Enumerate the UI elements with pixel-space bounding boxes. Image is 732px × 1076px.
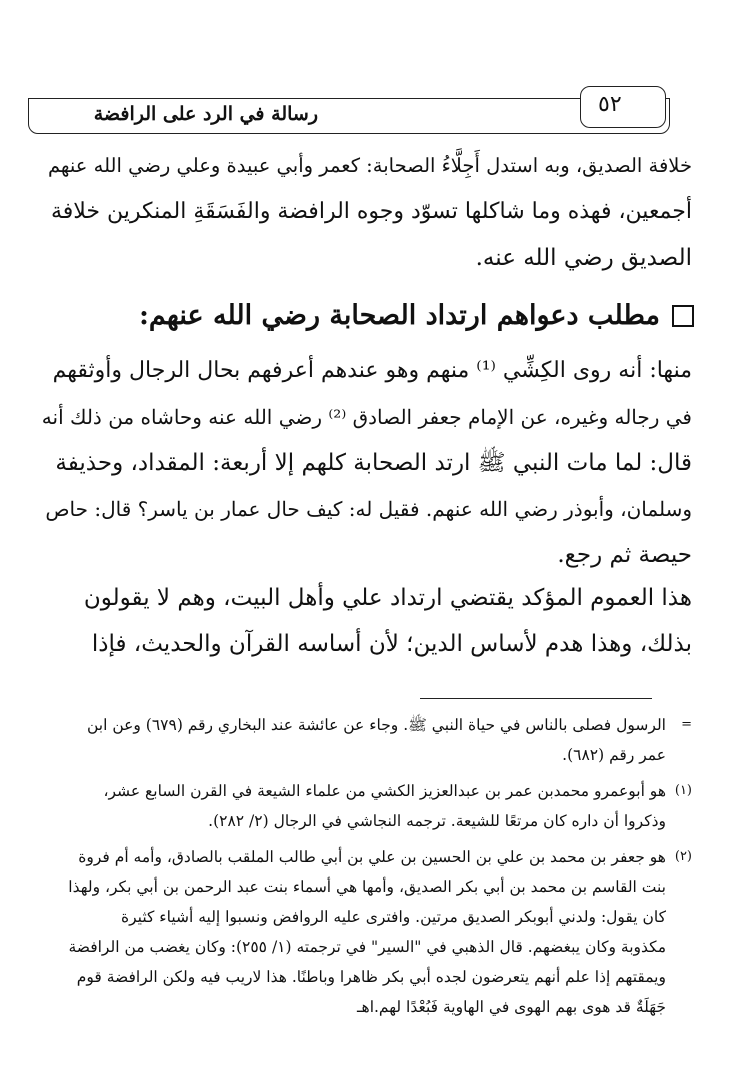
footnote-line: عمر رقم (٦٨٢). xyxy=(562,746,666,764)
footnotes xyxy=(42,710,692,1028)
body-line: خلافة الصديق، وبه استدل أَجِلَّاءُ الصحابة: كعمر وأبي عبيدة وعلي رضي الله عنهم xyxy=(47,154,692,177)
footnote-line: هو أبوعمرو محمدبن عمر بن عبدالعزيز الكشي من علماء الشيعة في القرن السابع عشر، xyxy=(103,782,666,800)
section-heading-text: مطلب دعواهم ارتداد الصحابة رضي الله عنهم: xyxy=(138,300,660,331)
footnote-line: الرسول فصلى بالناس في حياة النبي ﷺ. وجاء عن عائشة عند البخاري رقم (٦٧٩) وعن ابن xyxy=(86,716,666,734)
footnote-marker: (١) xyxy=(674,783,692,798)
paragraph-kashshi-narration xyxy=(42,348,692,578)
square-bullet-icon xyxy=(672,305,694,327)
body-line: منها: أنه روى الكِشِّي ⁽¹⁾ منهم وهو عندهم أعرفهم بحال الرجال وأوثقهم xyxy=(52,358,692,383)
footnote-line: وذكروا أن داره كان مرتعًا للشيعة. ترجمه النجاشي في الرجال (٢/ ٢٨٢). xyxy=(208,812,666,830)
footnote-line: كان يقول: ولدني أبوبكر الصديق مرتين. وافترى عليه الروافض ونسبوا إليه أشياء كثيرة xyxy=(120,908,666,926)
footnote-marker: = xyxy=(681,717,692,732)
footnote-continuation xyxy=(42,710,692,770)
footnote-line: بنت القاسم بن محمد بن أبي بكر الصديق، وأمها هي أسماء بنت عبد الرحمن بن أبي بكر، ولهذا xyxy=(68,878,666,896)
body-line: هذا العموم المؤكد يقتضي ارتداد علي وأهل البيت، وهم لا يقولون xyxy=(83,585,692,611)
footnote-2 xyxy=(42,842,692,1022)
body-line: في رجاله وغيره، عن الإمام جعفر الصادق ⁽²⁾ رضي الله عنه وحاشاه من ذلك أنه xyxy=(41,405,692,429)
footnote-line: هو جعفر بن محمد بن علي بن الحسين بن علي بن أبي طالب الملقب بالصادق، وأمه أم فروة xyxy=(78,848,666,866)
page-number-tab xyxy=(580,86,666,128)
body-line: حيصة ثم رجع. xyxy=(557,542,692,568)
footnote-line: ويمقتهم إذا علم أنهم يتعرضون لجده أبي بكر ظاهرا وباطنًا. هذا لاريب فيه ولكن الرافضة قوم xyxy=(76,968,666,986)
paragraph-generalization xyxy=(42,575,692,667)
footnote-line: مكذوبة وكان يبغضهم. قال الذهبي في "السير" في ترجمته (١/ ٢٥٥): وكان يغضب من الرافضة xyxy=(68,938,666,956)
body-line: وسلمان، وأبوذر رضي الله عنهم. فقيل له: كيف حال عمار بن ياسر؟ قال: حاص xyxy=(45,497,692,521)
footnote-marker: (٢) xyxy=(674,849,692,864)
paragraph-caliphate xyxy=(42,143,692,281)
section-heading xyxy=(139,300,694,331)
running-header-title: رسالة في الرد على الرافضة xyxy=(93,103,318,125)
body-line: قال: لما مات النبي ﷺ ارتد الصحابة كلهم إلا أربعة: المقداد، وحذيفة xyxy=(55,450,692,476)
footnote-1 xyxy=(42,776,692,836)
body-line: الصديق رضي الله عنه. xyxy=(475,245,692,271)
body-line: أجمعين، فهذه وما شاكلها تسوّد وجوه الرافضة والفَسَقَةِ المنكرين خلافة xyxy=(50,199,692,224)
footnote-separator xyxy=(420,698,652,699)
page-number: ٥٢ xyxy=(598,92,622,117)
body-line: بذلك، وهذا هدم لأساس الدين؛ لأن أساسه القرآن والحديث، فإذا xyxy=(91,631,692,657)
footnote-line: جَهَلَةٌ قد هوى بهم الهوى في الهاوية فَبُعْدًا لهم.اهـ xyxy=(356,998,666,1016)
